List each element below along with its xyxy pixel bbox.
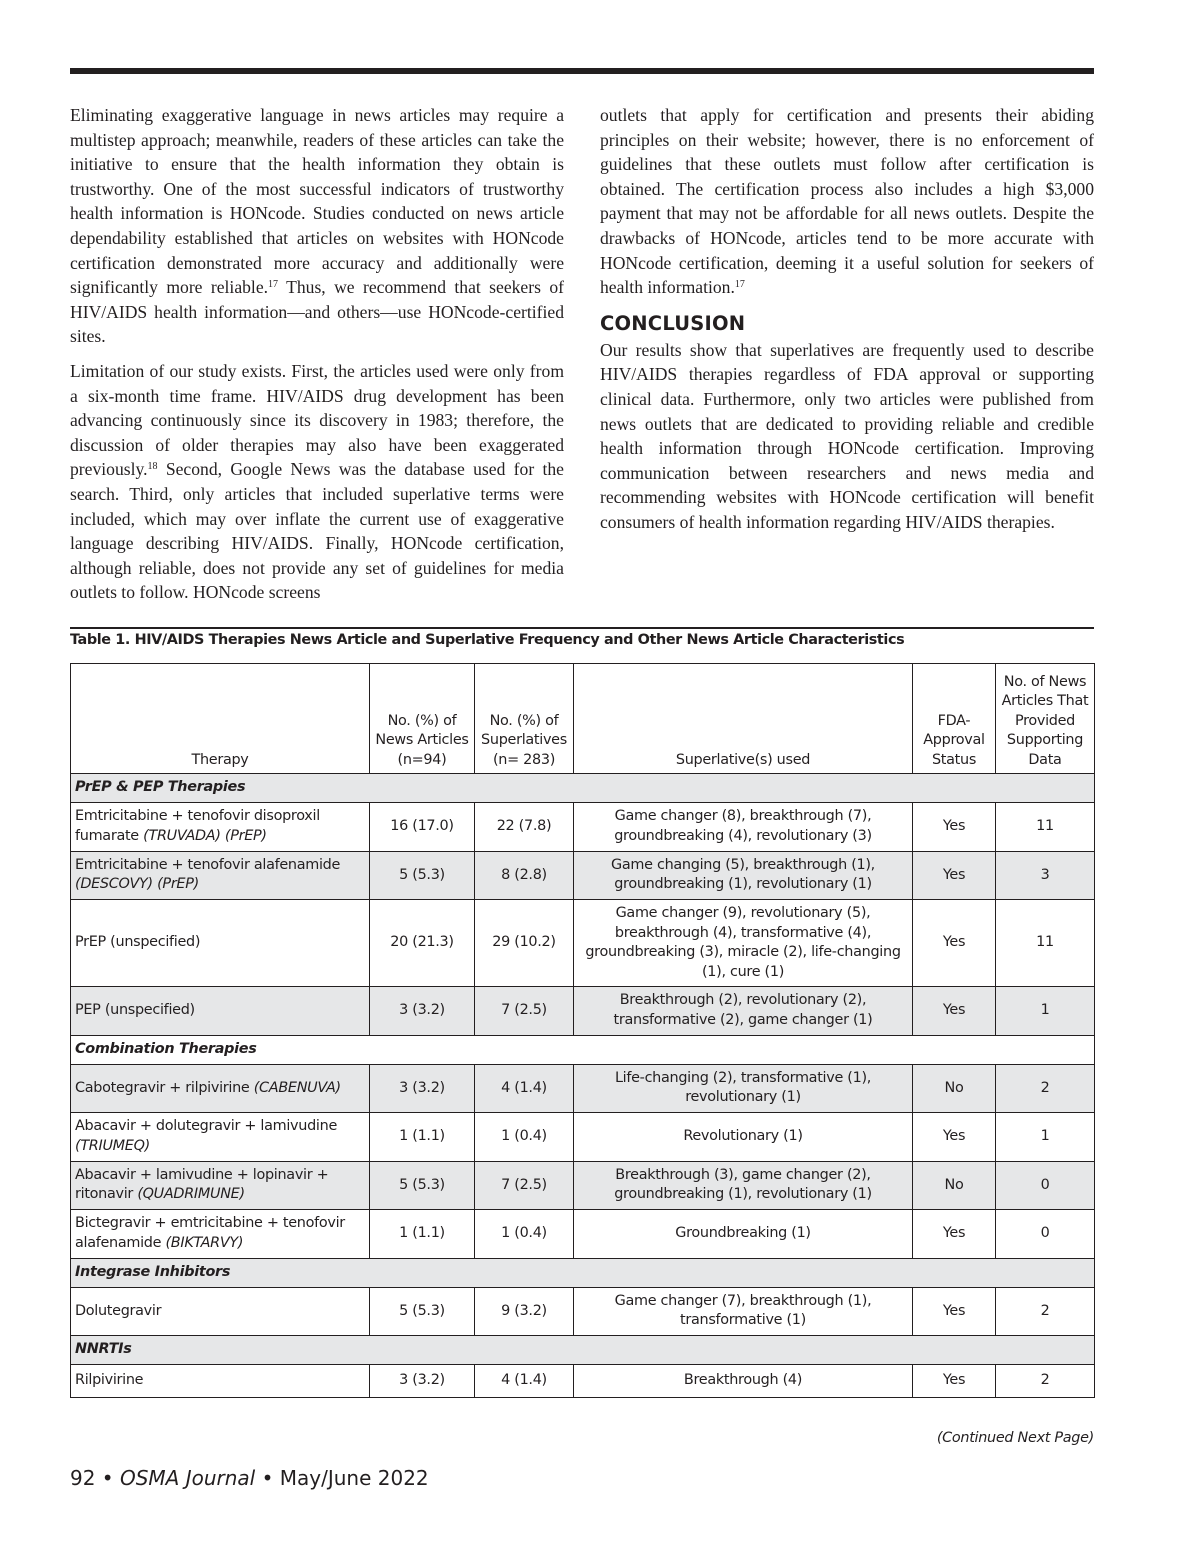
used-cell: Game changer (9), revolutionary (5), breakthrough (4), transformative (4), groundbreaking (3), miracle (2), life-changing (1), cure (1) [574, 900, 913, 987]
fda-cell: Yes [913, 851, 996, 900]
table-row [71, 1210, 1095, 1259]
used-cell: Game changing (5), breakthrough (1), groundbreaking (1), revolutionary (1) [574, 851, 913, 900]
header-superlatives: No. (%) of Superlatives (n= 283) [475, 664, 574, 774]
right-column [600, 103, 1094, 545]
left-column [70, 103, 564, 615]
articles-cell: 3 (3.2) [370, 987, 475, 1036]
supporting-cell: 0 [996, 1210, 1095, 1259]
superlatives-cell: 1 (0.4) [475, 1210, 574, 1259]
fda-cell: Yes [913, 803, 996, 852]
paragraph: Limitation of our study exists. First, the articles used were only from a six-month time frame. HIV/AIDS drug development has been advancing continuously since its discovery in 1983; therefore, the discussion of older therapies may also have been exaggerated previously.$^{18}$ Second, Google News was the database used for the search. Third, only articles that included superlative terms were included, which may over inflate the current use of exaggerative language describing HIV/AIDS. Finally, HONcode certification, although reliable, does not provide any set of guidelines for media outlets to follow. HONcode screens [70, 360, 564, 603]
fda-cell: Yes [913, 987, 996, 1036]
section-row: Combination Therapies [71, 1035, 1095, 1064]
supporting-cell: 2 [996, 1064, 1095, 1113]
issue-date: • May/June 2022 [255, 1466, 429, 1490]
table-row [71, 1113, 1095, 1162]
used-cell: Life-changing (2), transformative (1), revolutionary (1) [574, 1064, 913, 1113]
supporting-cell: 11 [996, 900, 1095, 987]
supporting-cell: 2 [996, 1287, 1095, 1336]
section-heading: CONCLUSION [600, 311, 746, 335]
therapy-cell: Emtricitabine + tenofovir alafenamide (DESCOVY) (PrEP) [71, 851, 370, 900]
superlatives-cell: 4 (1.4) [475, 1064, 574, 1113]
table-header-row [71, 664, 1095, 774]
superlatives-cell: 29 (10.2) [475, 900, 574, 987]
fda-cell: Yes [913, 1210, 996, 1259]
page-number: 92 • [70, 1466, 120, 1490]
supporting-cell: 1 [996, 987, 1095, 1036]
section-row: NNRTIs [71, 1336, 1095, 1365]
paragraph: outlets that apply for certification and presents their abiding principles on their website; however, there is no enforcement of guidelines that these outlets must follow after certification is obtained. The certification process also includes a high $3,000 payment that may not be affordable for all news outlets. Despite the drawbacks of HONcode, articles tend to be more accurate with HONcode certification, deeming it a useful solution for seekers of health information.$^{17}$ [600, 105, 1094, 298]
articles-cell: 5 (5.3) [370, 1287, 475, 1336]
citation: 17 [268, 279, 279, 291]
articles-cell: 16 (17.0) [370, 803, 475, 852]
citation: 17 [734, 279, 745, 291]
articles-cell: 1 (1.1) [370, 1210, 475, 1259]
therapy-cell: Dolutegravir [71, 1287, 370, 1336]
therapy-cell: Rilpivirine [71, 1365, 370, 1398]
section-row: Integrase Inhibitors [71, 1258, 1095, 1287]
articles-cell: 1 (1.1) [370, 1113, 475, 1162]
results-table [70, 663, 1095, 1398]
used-cell: Breakthrough (2), revolutionary (2), transformative (2), game changer (1) [574, 987, 913, 1036]
therapy-cell: PrEP (unspecified) [71, 900, 370, 987]
table-row [71, 1064, 1095, 1113]
superlatives-cell: 7 (2.5) [475, 1161, 574, 1210]
journal-name: OSMA Journal [119, 1466, 256, 1490]
fda-cell: No [913, 1064, 996, 1113]
superlatives-cell: 7 (2.5) [475, 987, 574, 1036]
table-row [71, 1365, 1095, 1398]
table-row [71, 1287, 1095, 1336]
table-row [71, 900, 1095, 987]
page-footer [70, 1466, 429, 1490]
supporting-cell: 2 [996, 1365, 1095, 1398]
table-rule [70, 627, 1094, 629]
used-cell: Game changer (7), breakthrough (1), transformative (1) [574, 1287, 913, 1336]
superlatives-cell: 9 (3.2) [475, 1287, 574, 1336]
therapy-cell: Abacavir + lamivudine + lopinavir + ritonavir (QUADRIMUNE) [71, 1161, 370, 1210]
table-row [71, 1161, 1095, 1210]
fda-cell: Yes [913, 1113, 996, 1162]
superlatives-cell: 8 (2.8) [475, 851, 574, 900]
paragraph: Eliminating exaggerative language in news articles may require a multistep approach; meanwhile, readers of these articles can take the initiative to ensure that the health information they obtain is trustworthy. One of the most successful indicators of trustworthy health information is HONcode. Studies conducted on news article dependability established that articles on websites with HONcode certification demonstrated more accuracy and additionally were significantly more reliable.$^{17}$ Thus, we recommend that seekers of HIV/AIDS health information—and others—use HONcode-certified sites. [70, 105, 564, 347]
therapy-cell: Bictegravir + emtricitabine + tenofovir alafenamide (BIKTARVY) [71, 1210, 370, 1259]
section-row: PrEP & PEP Therapies [71, 774, 1095, 803]
therapy-cell: PEP (unspecified) [71, 987, 370, 1036]
supporting-cell: 1 [996, 1113, 1095, 1162]
header-supporting-data: No. of News Articles That Provided Supporting Data [996, 664, 1095, 774]
table-row [71, 851, 1095, 900]
supporting-cell: 11 [996, 803, 1095, 852]
articles-cell: 3 (3.2) [370, 1365, 475, 1398]
supporting-cell: 3 [996, 851, 1095, 900]
used-cell: Breakthrough (4) [574, 1365, 913, 1398]
paragraph: Our results show that superlatives are frequently used to describe HIV/AIDS therapies regardless of FDA approval or supporting clinical data. Furthermore, only two articles were published from news outlets that are dedicated to providing reliable and credible health information through HONcode certification. Improving communication between researchers and news media and recommending websites with HONcode certification will benefit consumers of health information regarding HIV/AIDS therapies. [600, 339, 1094, 532]
therapy-cell: Cabotegravir + rilpivirine (CABENUVA) [71, 1064, 370, 1113]
used-cell: Game changer (8), breakthrough (7), groundbreaking (4), revolutionary (3) [574, 803, 913, 852]
table-row [71, 987, 1095, 1036]
fda-cell: Yes [913, 1365, 996, 1398]
table-caption: Table 1. HIV/AIDS Therapies News Article and Superlative Frequency and Other News Article Characteristics [70, 632, 905, 648]
continued-note: (Continued Next Page) [936, 1430, 1094, 1446]
articles-cell: 20 (21.3) [370, 900, 475, 987]
header-therapy: Therapy [71, 664, 370, 774]
supporting-cell: 0 [996, 1161, 1095, 1210]
superlatives-cell: 4 (1.4) [475, 1365, 574, 1398]
header-articles: No. (%) of News Articles (n=94) [370, 664, 475, 774]
fda-cell: No [913, 1161, 996, 1210]
articles-cell: 5 (5.3) [370, 851, 475, 900]
header-superlatives-used: Superlative(s) used [574, 664, 913, 774]
table-row [71, 803, 1095, 852]
fda-cell: Yes [913, 1287, 996, 1336]
fda-cell: Yes [913, 900, 996, 987]
top-rule [70, 68, 1094, 74]
articles-cell: 5 (5.3) [370, 1161, 475, 1210]
used-cell: Revolutionary (1) [574, 1113, 913, 1162]
therapy-cell: Abacavir + dolutegravir + lamivudine (TRIUMEQ) [71, 1113, 370, 1162]
superlatives-cell: 1 (0.4) [475, 1113, 574, 1162]
used-cell: Breakthrough (3), game changer (2), groundbreaking (1), revolutionary (1) [574, 1161, 913, 1210]
header-fda-status: FDA-Approval Status [913, 664, 996, 774]
articles-cell: 3 (3.2) [370, 1064, 475, 1113]
citation: 18 [147, 461, 158, 473]
used-cell: Groundbreaking (1) [574, 1210, 913, 1259]
therapy-cell: Emtricitabine + tenofovir disoproxil fumarate (TRUVADA) (PrEP) [71, 803, 370, 852]
superlatives-cell: 22 (7.8) [475, 803, 574, 852]
